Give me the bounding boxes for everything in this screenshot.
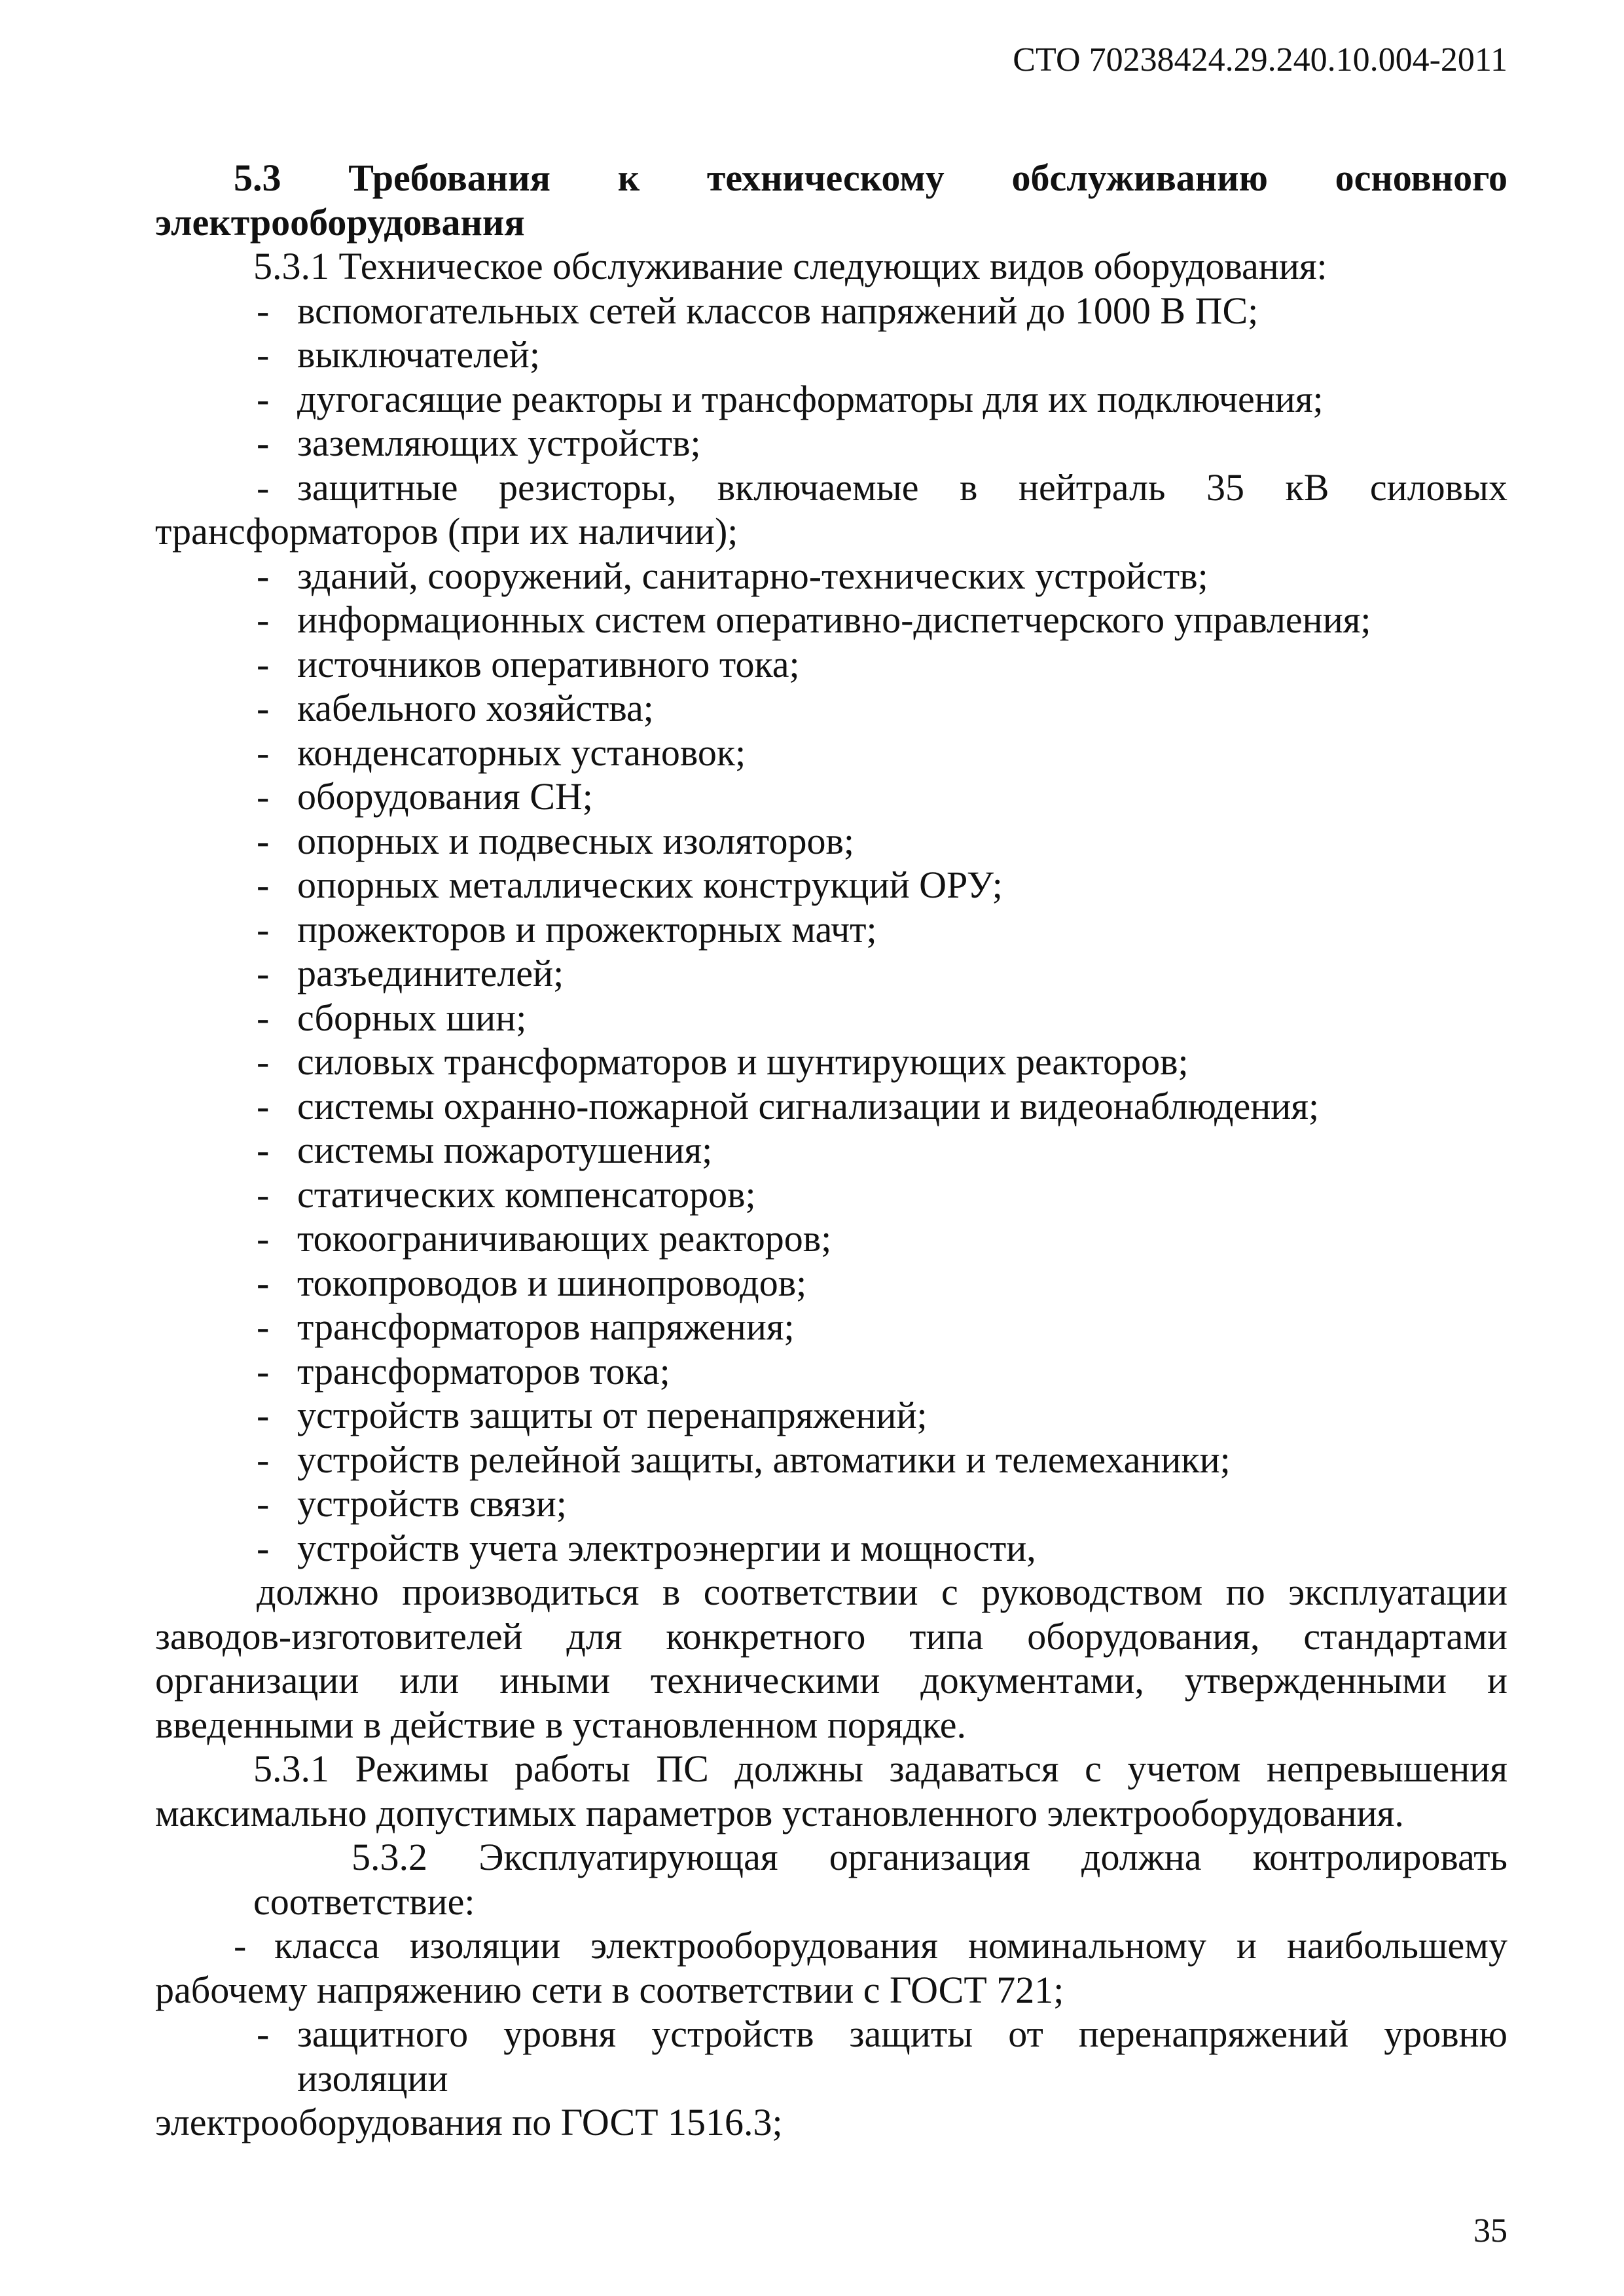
list-item: - заземляющих устройств; bbox=[257, 422, 701, 464]
list-item-resistors-continued: трансформаторов (при их наличии); bbox=[155, 510, 738, 553]
section-title-line-1: 5.3 Требования к техническому обслуживанию основного bbox=[234, 156, 1507, 199]
list-item: - опорных и подвесных изоляторов; bbox=[257, 819, 854, 862]
section-title-line-2: электрооборудования bbox=[155, 200, 525, 244]
list-item: - информационных систем оперативно-диспетчерского управления; bbox=[257, 598, 1371, 641]
list-item: - опорных металлических конструкций ОРУ; bbox=[257, 864, 1003, 906]
clause-5-3-1-modes-line-1: 5.3.1 Режимы работы ПС должны задаваться с учетом непревышения bbox=[253, 1747, 1507, 1790]
clause-5-3-2-line-2: соответствие: bbox=[253, 1880, 475, 1923]
document-body bbox=[155, 156, 1507, 2145]
list-item-resistors: - защитные резисторы, включаемые в нейтраль 35 кВ силовых bbox=[257, 465, 1507, 509]
compliance-item-continued: рабочему напряжению сети в соответствии с ГОСТ 721; bbox=[155, 1968, 1064, 2011]
list-item: - системы пожаротушения; bbox=[257, 1129, 713, 1171]
list-item: - трансформаторов напряжения; bbox=[257, 1305, 795, 1348]
list-item: - устройств связи; bbox=[257, 1482, 567, 1525]
clause-5-3-1-intro: 5.3.1 Техническое обслуживание следующих видов оборудования: bbox=[253, 245, 1327, 287]
list-item: - источников оперативного тока; bbox=[257, 642, 800, 685]
list-item: - устройств защиты от перенапряжений; bbox=[257, 1394, 928, 1436]
list-item: - кабельного хозяйства; bbox=[257, 687, 654, 729]
page-number: 35 bbox=[1473, 2212, 1507, 2250]
list-item: - устройств релейной защиты, автоматики и телемеханики; bbox=[257, 1438, 1231, 1481]
compliance-item: - защитного уровня устройств защиты от перенапряжений уровню изоляции bbox=[257, 2013, 1507, 2100]
list-item: - токоограничивающих реакторов; bbox=[257, 1217, 832, 1260]
closing-paragraph-line: организации или иными техническими документами, утвержденными и bbox=[155, 1659, 1507, 1702]
compliance-item: - класса изоляции электрооборудования номинальному и наибольшему bbox=[234, 1924, 1507, 1967]
closing-paragraph-line: заводов-изготовителей для конкретного типа оборудования, стандартами bbox=[155, 1614, 1507, 1658]
list-item: - разъединителей; bbox=[257, 952, 564, 994]
list-item: - дугогасящие реакторы и трансформаторы для их подключения; bbox=[257, 377, 1324, 420]
list-item: - сборных шин; bbox=[257, 996, 527, 1039]
clause-5-3-2-line-1: 5.3.2 Эксплуатирующая организация должна контролировать bbox=[352, 1836, 1507, 1878]
closing-paragraph-line: введенными в действие в установленном порядке. bbox=[155, 1703, 967, 1746]
list-item: - конденсаторных установок; bbox=[257, 731, 746, 774]
document-code: СТО 70238424.29.240.10.004-2011 bbox=[1013, 41, 1507, 79]
clause-5-3-1-modes-line-2: максимально допустимых параметров установленного электрооборудования. bbox=[155, 1791, 1404, 1834]
list-item: - системы охранно-пожарной сигнализации и видеонаблюдения; bbox=[257, 1084, 1320, 1127]
list-item: - вспомогательных сетей классов напряжений до 1000 В ПС; bbox=[257, 289, 1259, 332]
list-item: - устройств учета электроэнергии и мощности, bbox=[257, 1526, 1036, 1569]
list-item: - токопроводов и шинопроводов; bbox=[257, 1261, 807, 1304]
compliance-item-continued: электрооборудования по ГОСТ 1516.3; bbox=[155, 2101, 783, 2143]
list-item: - трансформаторов тока; bbox=[257, 1349, 670, 1393]
list-item: - прожекторов и прожекторных мачт; bbox=[257, 907, 877, 951]
list-item: - статических компенсаторов; bbox=[257, 1173, 756, 1216]
closing-paragraph-line: должно производиться в соответствии с руководством по эксплуатации bbox=[257, 1571, 1507, 1613]
list-item: - силовых трансформаторов и шунтирующих реакторов; bbox=[257, 1040, 1189, 1083]
list-item: - выключателей; bbox=[257, 333, 540, 376]
list-item: - оборудования СН; bbox=[257, 775, 593, 818]
list-item: - зданий, сооружений, санитарно-технических устройств; bbox=[257, 554, 1208, 597]
